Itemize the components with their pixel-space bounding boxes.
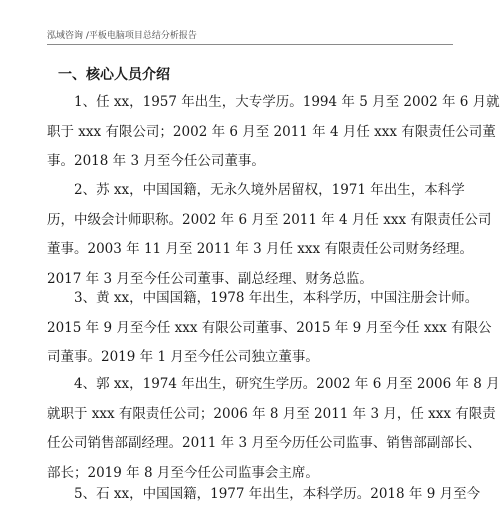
text-line: 1、任 xx，1957 年出生，大专学历。1994 年 5 月至 2002 年 6 月就	[74, 94, 500, 110]
text-line: 职于 xxx 有限公司；2002 年 6 月至 2011 年 4 月任 xxx 有限责任公司董	[47, 123, 496, 140]
text-line: 历，中级会计师职称。2002 年 6 月至 2011 年 4 月任 xxx 有限责任公司	[47, 211, 492, 228]
bio-paragraph-3	[47, 284, 492, 373]
text-line: 就职于 xxx 有限责任公司；2006 年 8 月至 2011 年 3 月，任 xxx 有限责	[47, 405, 496, 422]
text-line: 任公司销售部副经理。2011 年 3 月至今历任公司监事、销售部副部长、	[47, 435, 481, 451]
text-line: 3、黄 xx，中国国籍，1978 年出生，本科学历，中国注册会计师。	[74, 290, 479, 306]
text-line: 董事。2003 年 11 月至 2011 年 3 月任 xxx 有限责任公司财务经理。	[47, 241, 473, 257]
text-line: 4、郭 xx，1974 年出生，研究生学历。2002 年 6 月至 2006 年 8 月	[74, 376, 500, 392]
text-line: 2、苏 xx，中国国籍，无永久境外居留权，1971 年出生，本科学	[74, 182, 465, 198]
page-header: 泓域咨询 /平板电脑项目总结分析报告	[47, 31, 197, 41]
bio-paragraph-1	[47, 88, 500, 177]
text-line: 司董事。2019 年 1 月至今任公司独立董事。	[47, 349, 319, 365]
text-line: 部长；2019 年 8 月至今任公司监事会主席。	[47, 464, 319, 481]
section-title: 一、核心人员介绍	[58, 67, 170, 83]
text-line: 2017 年 3 月至今任公司董事、副总经理、财务总监。	[47, 270, 373, 287]
header-divider	[47, 44, 453, 45]
bio-paragraph-4	[47, 370, 500, 488]
text-line: 事。2018 年 3 月至今任公司董事。	[47, 153, 265, 169]
text-line: 2015 年 9 月至今任 xxx 有限公司董事、2015 年 9 月至今任 xxx 有限公	[47, 319, 492, 336]
text-line: 5、石 xx，中国国籍，1977 年出生，本科学历。2018 年 9 月至今	[74, 486, 481, 502]
page-bottom-fade	[0, 505, 500, 517]
bio-paragraph-2	[47, 176, 492, 294]
